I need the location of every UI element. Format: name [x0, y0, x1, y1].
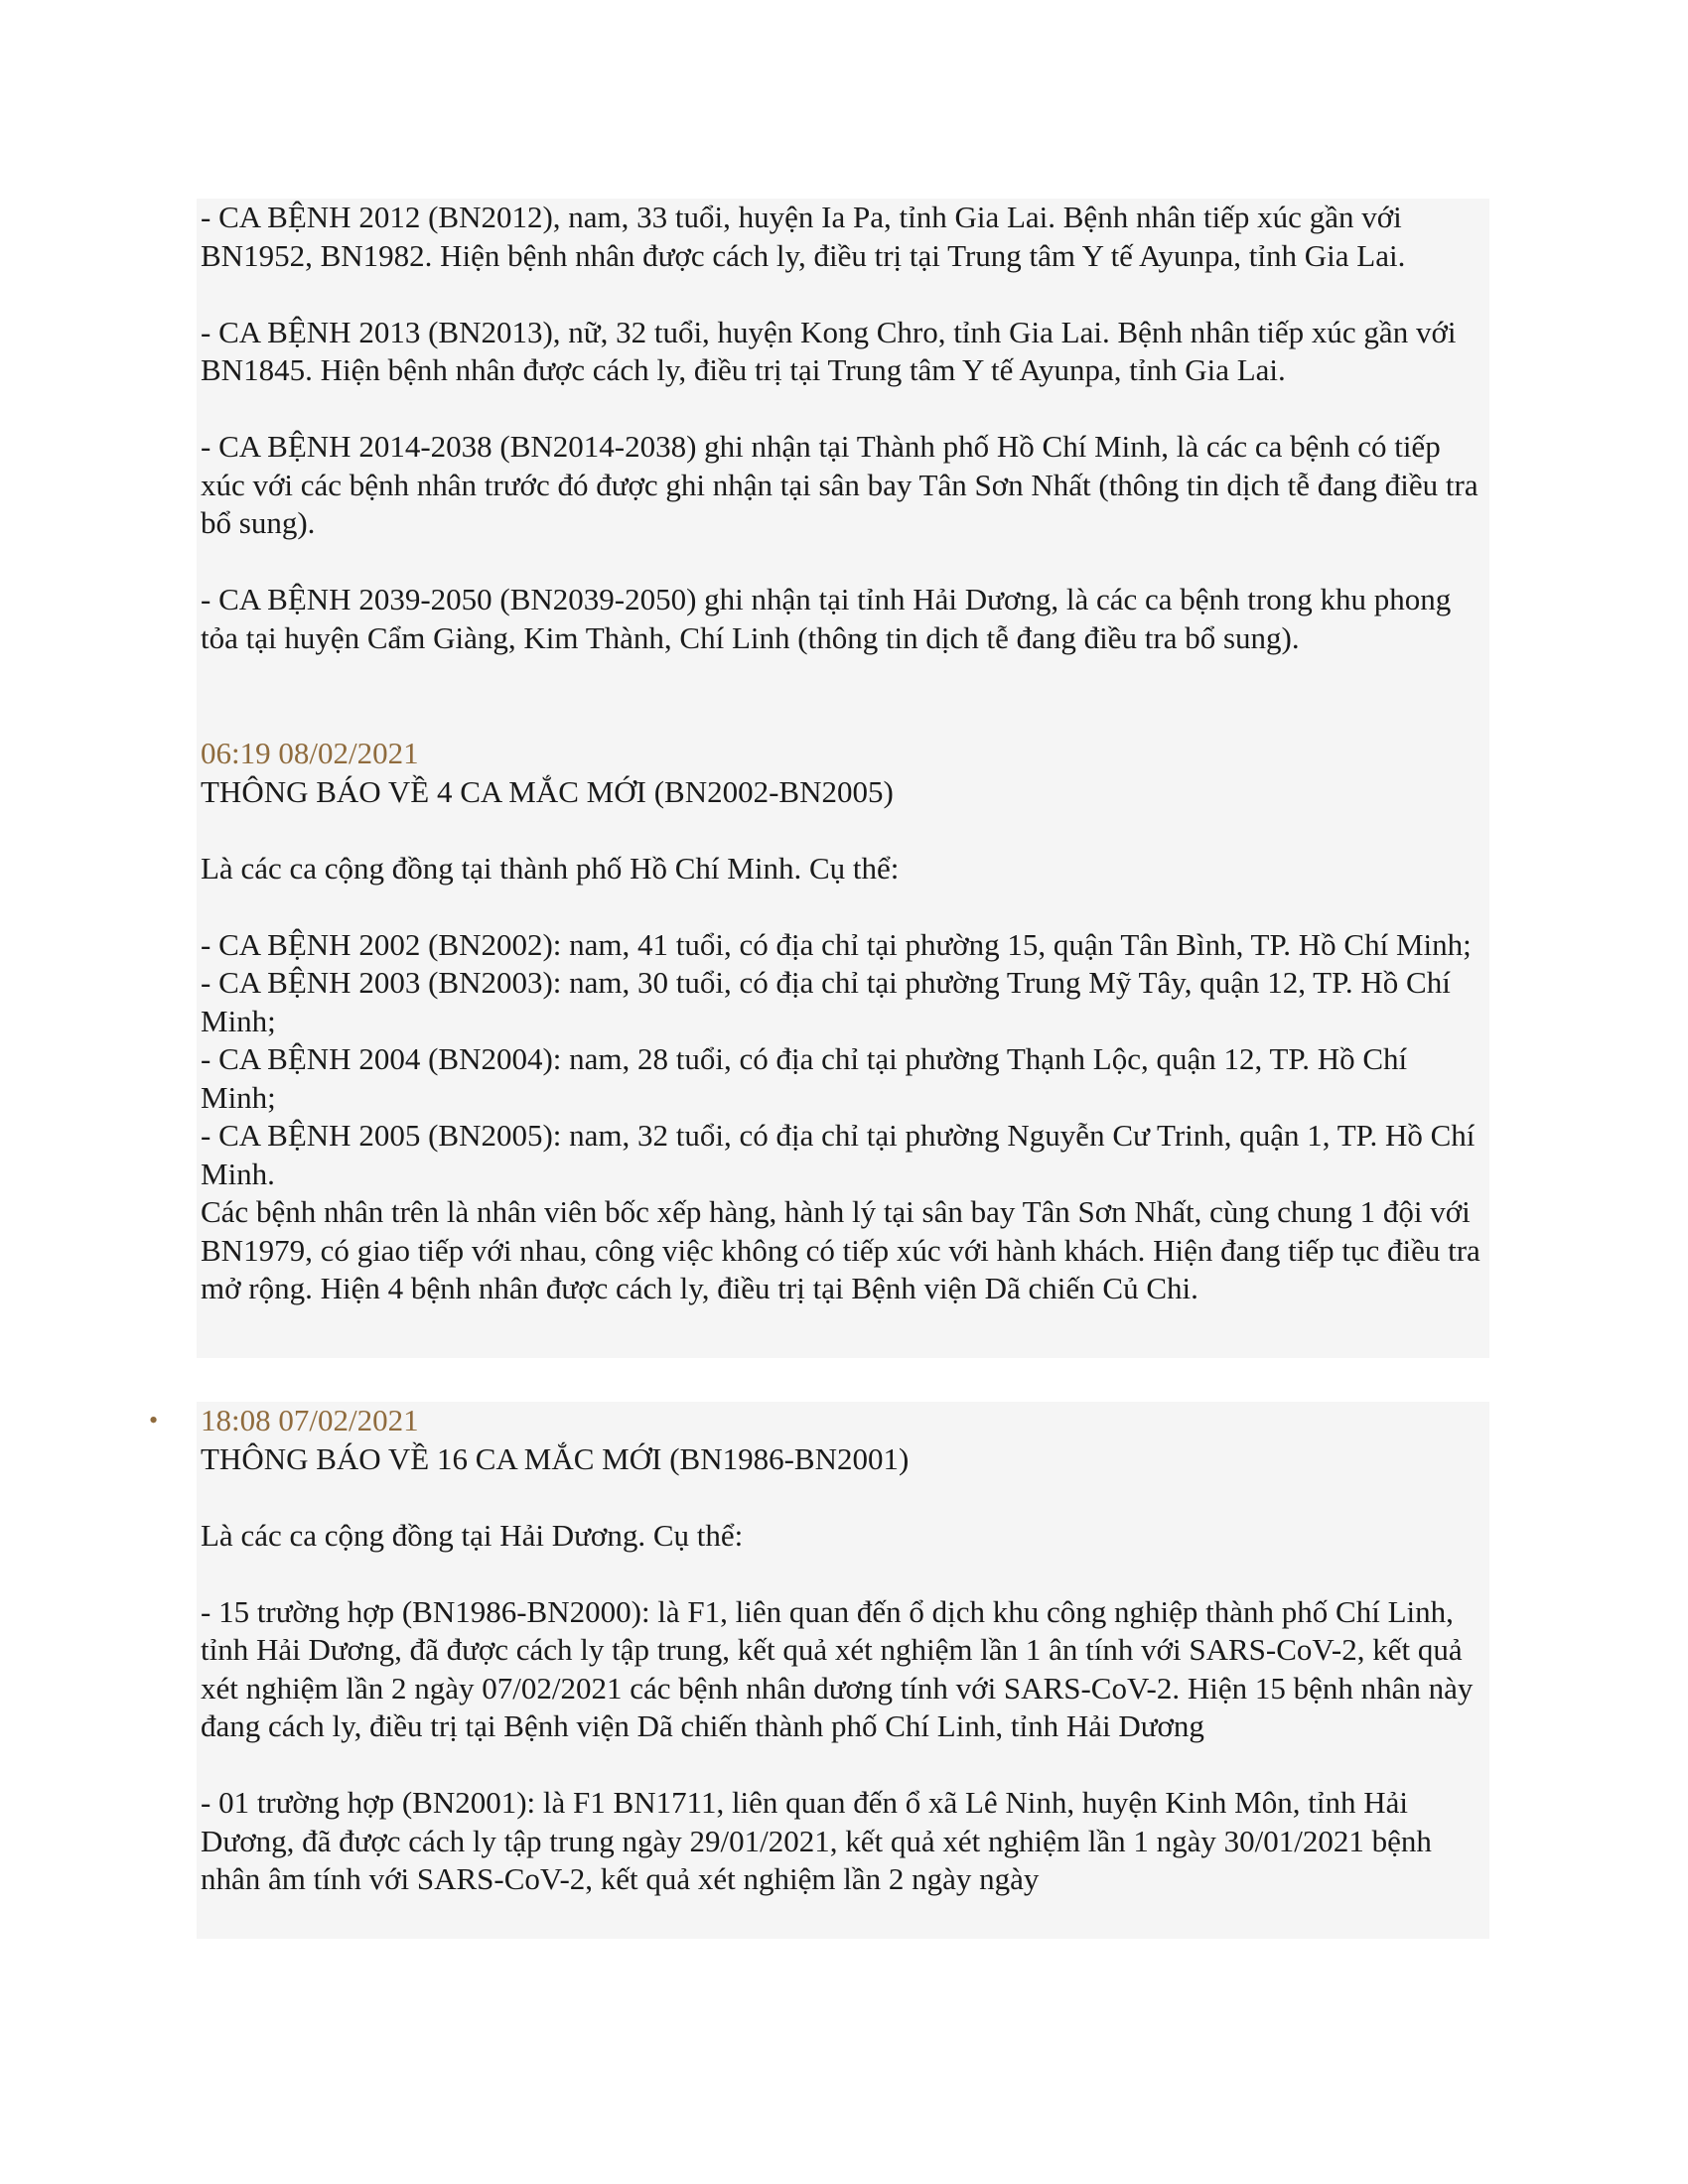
case-2012-paragraph: - CA BỆNH 2012 (BN2012), nam, 33 tuổi, huyện Ia Pa, tỉnh Gia Lai. Bệnh nhân tiếp xúc gần với BN1952, BN1982. Hiện bệnh nhân được cách ly, điều trị tại Trung tâm Y tế Ayunpa, tỉnh Gia Lai.	[201, 200, 1406, 273]
update-intro: Là các ca cộng đồng tại thành phố Hồ Chí Minh. Cụ thể:	[201, 850, 900, 886]
update-intro: Là các ca cộng đồng tại Hải Dương. Cụ thể:	[201, 1517, 744, 1553]
update-title: THÔNG BÁO VỀ 4 CA MẮC MỚI (BN2002-BN2005)	[201, 773, 894, 809]
case-2004-line: - CA BỆNH 2004 (BN2004): nam, 28 tuổi, có địa chỉ tại phường Thạnh Lộc, quận 12, TP. Hồ Chí Minh;	[201, 1041, 1408, 1115]
paragraph-gap	[201, 887, 1485, 926]
case-2002-line: - CA BỆNH 2002 (BN2002): nam, 41 tuổi, có địa chỉ tại phường 15, quận Tân Bình, TP. Hồ Chí Minh;	[201, 926, 1472, 962]
cases-1986-2000-paragraph: - 15 trường hợp (BN1986-BN2000): là F1, liên quan đến ổ dịch khu công nghiệp thành phố Chí Linh, tỉnh Hải Dương, đã được cách ly tập trung, kết quả xét nghiệm lần 1 ân tính với SARS-CoV-2, kết quả xét nghiệm lần 2 ngày 07/02/2021 các bệnh nhân dương tính với SARS-CoV-2. Hiện 15 bệnh nhân này đang cách ly, điều trị tại Bệnh viện Dã chiến thành phố Chí Linh, tỉnh Hải Dương	[201, 1593, 1474, 1743]
update-block-cases-2012-2050	[197, 199, 1489, 735]
case-2003-line: - CA BỆNH 2003 (BN2003): nam, 30 tuổi, có địa chỉ tại phường Trung Mỹ Tây, quận 12, TP. Hồ Chí Minh;	[201, 965, 1451, 1038]
paragraph-gap	[201, 811, 1485, 850]
paragraph-gap	[201, 275, 1485, 314]
paragraph-gap	[201, 1478, 1485, 1517]
paragraph-gap	[201, 1746, 1485, 1785]
update-timestamp: 18:08 07/02/2021	[201, 1403, 419, 1437]
update-title: THÔNG BÁO VỀ 16 CA MẮC MỚI (BN1986-BN2001)	[201, 1440, 910, 1476]
update-timestamp: 06:19 08/02/2021	[201, 736, 419, 770]
list-bullet: •	[149, 1406, 159, 1434]
paragraph-gap	[201, 390, 1485, 429]
update-block-cases-1986-2001	[197, 1402, 1489, 1939]
update-block-cases-2002-2005	[197, 735, 1489, 1358]
case-2039-2050-paragraph: - CA BỆNH 2039-2050 (BN2039-2050) ghi nhận tại tỉnh Hải Dương, là các ca bệnh trong khu phong tỏa tại huyện Cẩm Giàng, Kim Thành, Chí Linh (thông tin dịch tễ đang điều tra bổ sung).	[201, 582, 1452, 655]
paragraph-gap	[201, 1555, 1485, 1593]
case-2005-line: - CA BỆNH 2005 (BN2005): nam, 32 tuổi, có địa chỉ tại phường Nguyễn Cư Trinh, quận 1, TP. Hồ Chí Minh.	[201, 1118, 1476, 1191]
paragraph-gap	[201, 543, 1485, 582]
update-summary: Các bệnh nhân trên là nhân viên bốc xếp hàng, hành lý tại sân bay Tân Sơn Nhất, cùng chung 1 đội với BN1979, có giao tiếp với nhau, công việc không có tiếp xúc với hành khách. Hiện đang tiếp tục điều tra mở rộng. Hiện 4 bệnh nhân được cách ly, điều trị tại Bệnh viện Dã chiến Củ Chi.	[201, 1194, 1480, 1305]
case-2001-paragraph: - 01 trường hợp (BN2001): là F1 BN1711, liên quan đến ổ xã Lê Ninh, huyện Kinh Môn, tỉnh Hải Dương, đã được cách ly tập trung ngày 29/01/2021, kết quả xét nghiệm lần 1 ngày 30/01/2021 bệnh nhân âm tính với SARS-CoV-2, kết quả xét nghiệm lần 2 ngày ngày	[201, 1785, 1432, 1896]
case-2014-2038-paragraph: - CA BỆNH 2014-2038 (BN2014-2038) ghi nhận tại Thành phố Hồ Chí Minh, là các ca bệnh có tiếp xúc với các bệnh nhân trước đó được ghi nhận tại sân bay Tân Sơn Nhất (thông tin dịch tễ đang điều tra bổ sung).	[201, 429, 1478, 540]
case-2013-paragraph: - CA BỆNH 2013 (BN2013), nữ, 32 tuổi, huyện Kong Chro, tỉnh Gia Lai. Bệnh nhân tiếp xúc gần với BN1845. Hiện bệnh nhân được cách ly, điều trị tại Trung tâm Y tế Ayunpa, tỉnh Gia Lai.	[201, 314, 1457, 387]
